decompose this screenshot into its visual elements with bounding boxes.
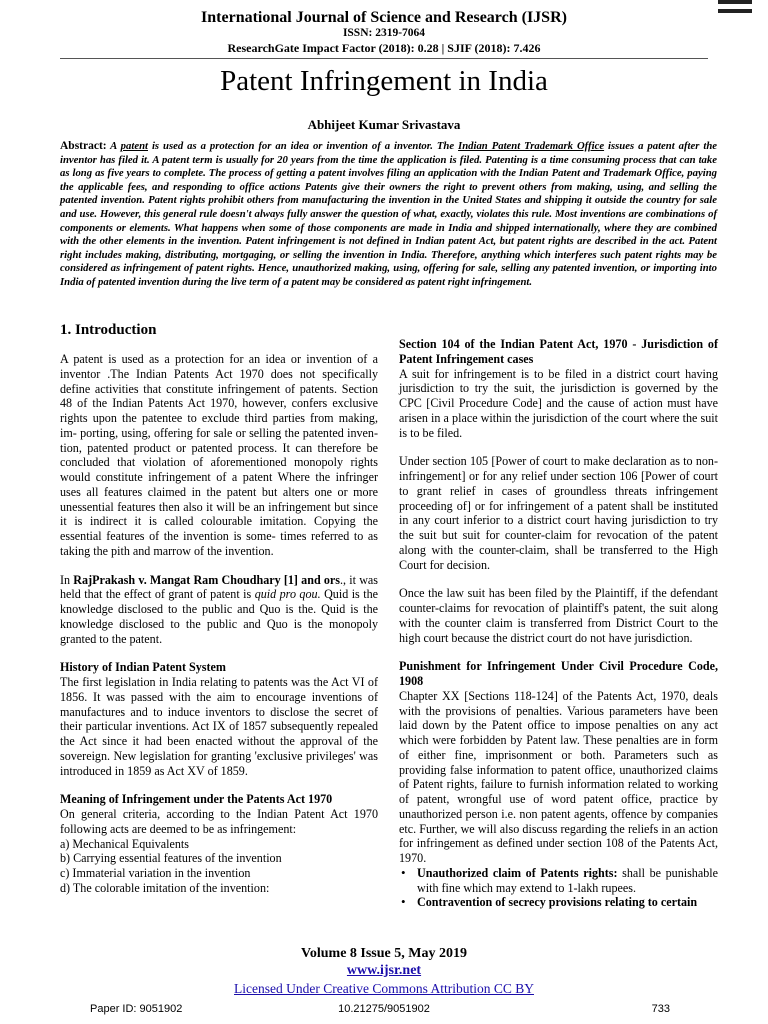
case-paragraph — [60, 573, 378, 647]
case-name: RajPrakash v. Mangat Ram Choudhary [1] and ors — [73, 572, 341, 587]
right-column — [399, 337, 718, 910]
page-number: 733 — [651, 1003, 670, 1015]
footer-doi: 10.21275/9051902 — [338, 1003, 430, 1015]
footer-paper-id: Paper ID: 9051902 — [90, 1003, 183, 1015]
meaning-paragraph: On general criteria, according to the Indian Patent Act 1970 following acts are deemed to be as infringement: — [60, 807, 378, 836]
footer-license-link[interactable]: Licensed Under Creative Commons Attribution CC BY — [234, 981, 534, 996]
section-105-paragraph: Under section 105 [Power of court to make declaration as to non-infringement] or for any relief under section 106 [Power of court to grant relief in cases of groundless threats infringement proceeding of] or for infringement of a patent shall be instituted in any court inferior to a district court having jurisdiction to try the suit but suit for counter-claim for revocation of the patent along with the counter-claim, shall be transferred to the High Court for decision. — [399, 454, 718, 572]
list-item: b) Carrying essential features of the invention — [60, 851, 282, 866]
journal-name: International Journal of Science and Research (IJSR) — [201, 9, 567, 26]
section-104-heading: Section 104 of the Indian Patent Act, 1970 - Jurisdiction of Patent Infringement cases — [399, 337, 718, 366]
journal-issn: ISSN: 2319-7064 — [342, 27, 426, 39]
abstract-text: is used as a protection for an idea or invention of a inventor. The — [151, 140, 455, 152]
introduction-paragraph: A patent is used as a protection for an idea or invention of a inventor .The Indian Patents Act 1970 does not specifically define activities that constitute infringement of patents. Section 48 of the Indian Patents Act 1970, however, confers exclusive rights upon the patentee to exclude third parties from making, im- porting, using, offering for sale or selling the patented inven- tion, patented product or patented process. It can therefore be concluded that violation of aforementioned monopoly rights would constitute infringement of a patent Where the infringer uses all features claimed in the patent but alters one or more unessential features then also it will be an infringement but since it is indirect it is called colourable imitation. Copying the essential features of the invention is some- times referred to as taking the pith and marrow of the invention. — [60, 352, 378, 558]
history-paragraph: The first legislation in India relating to patents was the Act VI of 1856. It was passed with the aim to encourage inventions of manufactures and to induce inventors to disclose the secret of their particular inventions. Act IX of 1857 subsequently repealed the Act since it had been enacted without the approval of the sovereign. New legislation for granting 'exclusive privileges' was introduced in 1859 as Act XV of 1859. — [60, 675, 378, 778]
bullet-text: shall be punishable with fine which may extend to 1-lakh rupees. — [417, 865, 718, 895]
case-text: In — [60, 572, 71, 587]
list-item — [399, 895, 718, 910]
list-item: a) Mechanical Equivalents — [60, 836, 189, 851]
list-item: c) Immaterial variation in the invention — [60, 866, 251, 880]
left-column — [60, 322, 378, 896]
bullet-bold-text: Unauthorized claim of Patents rights: — [417, 865, 618, 880]
history-heading: History of Indian Patent System — [60, 660, 226, 675]
list-item — [399, 866, 718, 896]
case-text: Quid is the knowledge disclosed to the public and Quo is the. Quid is the knowledge disclosed to the public and Quo is the monopoly granted to the patent. — [60, 587, 378, 646]
abstract-text: A — [110, 140, 117, 152]
header-divider — [60, 58, 708, 59]
case-text: ., it was held that the effect of grant of patent is — [60, 572, 379, 602]
case-latin-term: quid pro qou. — [254, 587, 321, 602]
abstract — [60, 140, 717, 290]
patent-office-link[interactable]: Indian Patent Trademark Office — [458, 140, 605, 152]
paper-title: Patent Infringement in India — [220, 65, 548, 97]
paper-author: Abhijeet Kumar Srivastava — [307, 117, 461, 132]
infringement-acts-list — [60, 837, 378, 896]
bullet-bold-text: Contravention of secrecy provisions relating to certain — [417, 895, 698, 910]
abstract-text: issues a patent after the inventor has filed it. A patent term is usually for 20 years from the time the application is filed. Patenting is a time consuming process that can take as long as five years to complete. The process of getting a patent involves filing an application with the Indian Patent and Trademark Office, paying the applicable fees, and responding to office actions Patents give their owners the right to prevent others from making, using, and selling the patented invention. Patent rights prohibit others from manufacturing the invention in the United States and shipping it outside the country for sale and use. However, this general rule doesn't always fully answer the question of what, exactly, violates this rule. Most inventions are combinations of components or elements. What happens when some of those components are made in India and shipped internationally, where they are combined with the other elements in the invention. Patent infringement is not defined in Indian patent Act, but patent rights are described in the act. Patent right includes making, distributing, mortgaging, or selling the invention in India. Therefore, anything which interferes such patent rights may be considered as infringement of patent rights. Hence, unauthorized making, using, offering for sale, selling any patented invention, or importing into India of patented invention during the live term of a patent may be considered as patent right infringement. — [60, 140, 718, 288]
introduction-heading: 1. Introduction — [60, 322, 157, 338]
patent-link[interactable]: patent — [120, 140, 148, 152]
footer-url-link[interactable]: www.ijsr.net — [346, 963, 422, 978]
counter-claim-paragraph: Once the law suit has been filed by the Plaintiff, if the defendant counter-claims for revocation of plaintiff's patent, the suit along with the counter claim is transferred from District Court to the high court because the district court do not have jurisdiction. — [399, 586, 718, 645]
footer-volume: Volume 8 Issue 5, May 2019 — [301, 946, 467, 961]
section-104-paragraph: A suit for infringement is to be filed in a district court having jurisdiction to try the suit, the jurisdiction is governed by the CPC [Civil Procedure Code] and the cause of action must have arisen in a place within the jurisdiction of the court where the suit is to be filed. — [399, 366, 718, 440]
meaning-heading: Meaning of Infringement under the Patents Act 1970 — [60, 792, 333, 807]
journal-impact-factor: ResearchGate Impact Factor (2018): 0.28 | SJIF (2018): 7.426 — [227, 41, 541, 55]
punishment-heading: Punishment for Infringement Under Civil Procedure Code, 1908 — [399, 659, 718, 688]
list-item: d) The colorable imitation of the invention: — [60, 880, 270, 895]
penalties-list — [399, 866, 718, 910]
punishment-paragraph: Chapter XX [Sections 118-124] of the Patents Act, 1970, deals with the provisions of penalties. Various parameters have been laid down by the Patent office to impose penalties on any act which were forbidden by Patent law. These penalties are in form of either fine, imprisonment or both. Parameters such as providing false information to patent office, unauthorized claims of Patent rights, failure to furnish information related to working of patent, wrongful use of word patent office, practice by unauthorized person i.e. non patent agents, offence by companies etc. Further, we will also discuss regarding the reliefs in an action for infringement as defined under section 108 of the Patents Act, 1970. — [399, 688, 718, 865]
abstract-label: Abstract: — [60, 140, 107, 152]
